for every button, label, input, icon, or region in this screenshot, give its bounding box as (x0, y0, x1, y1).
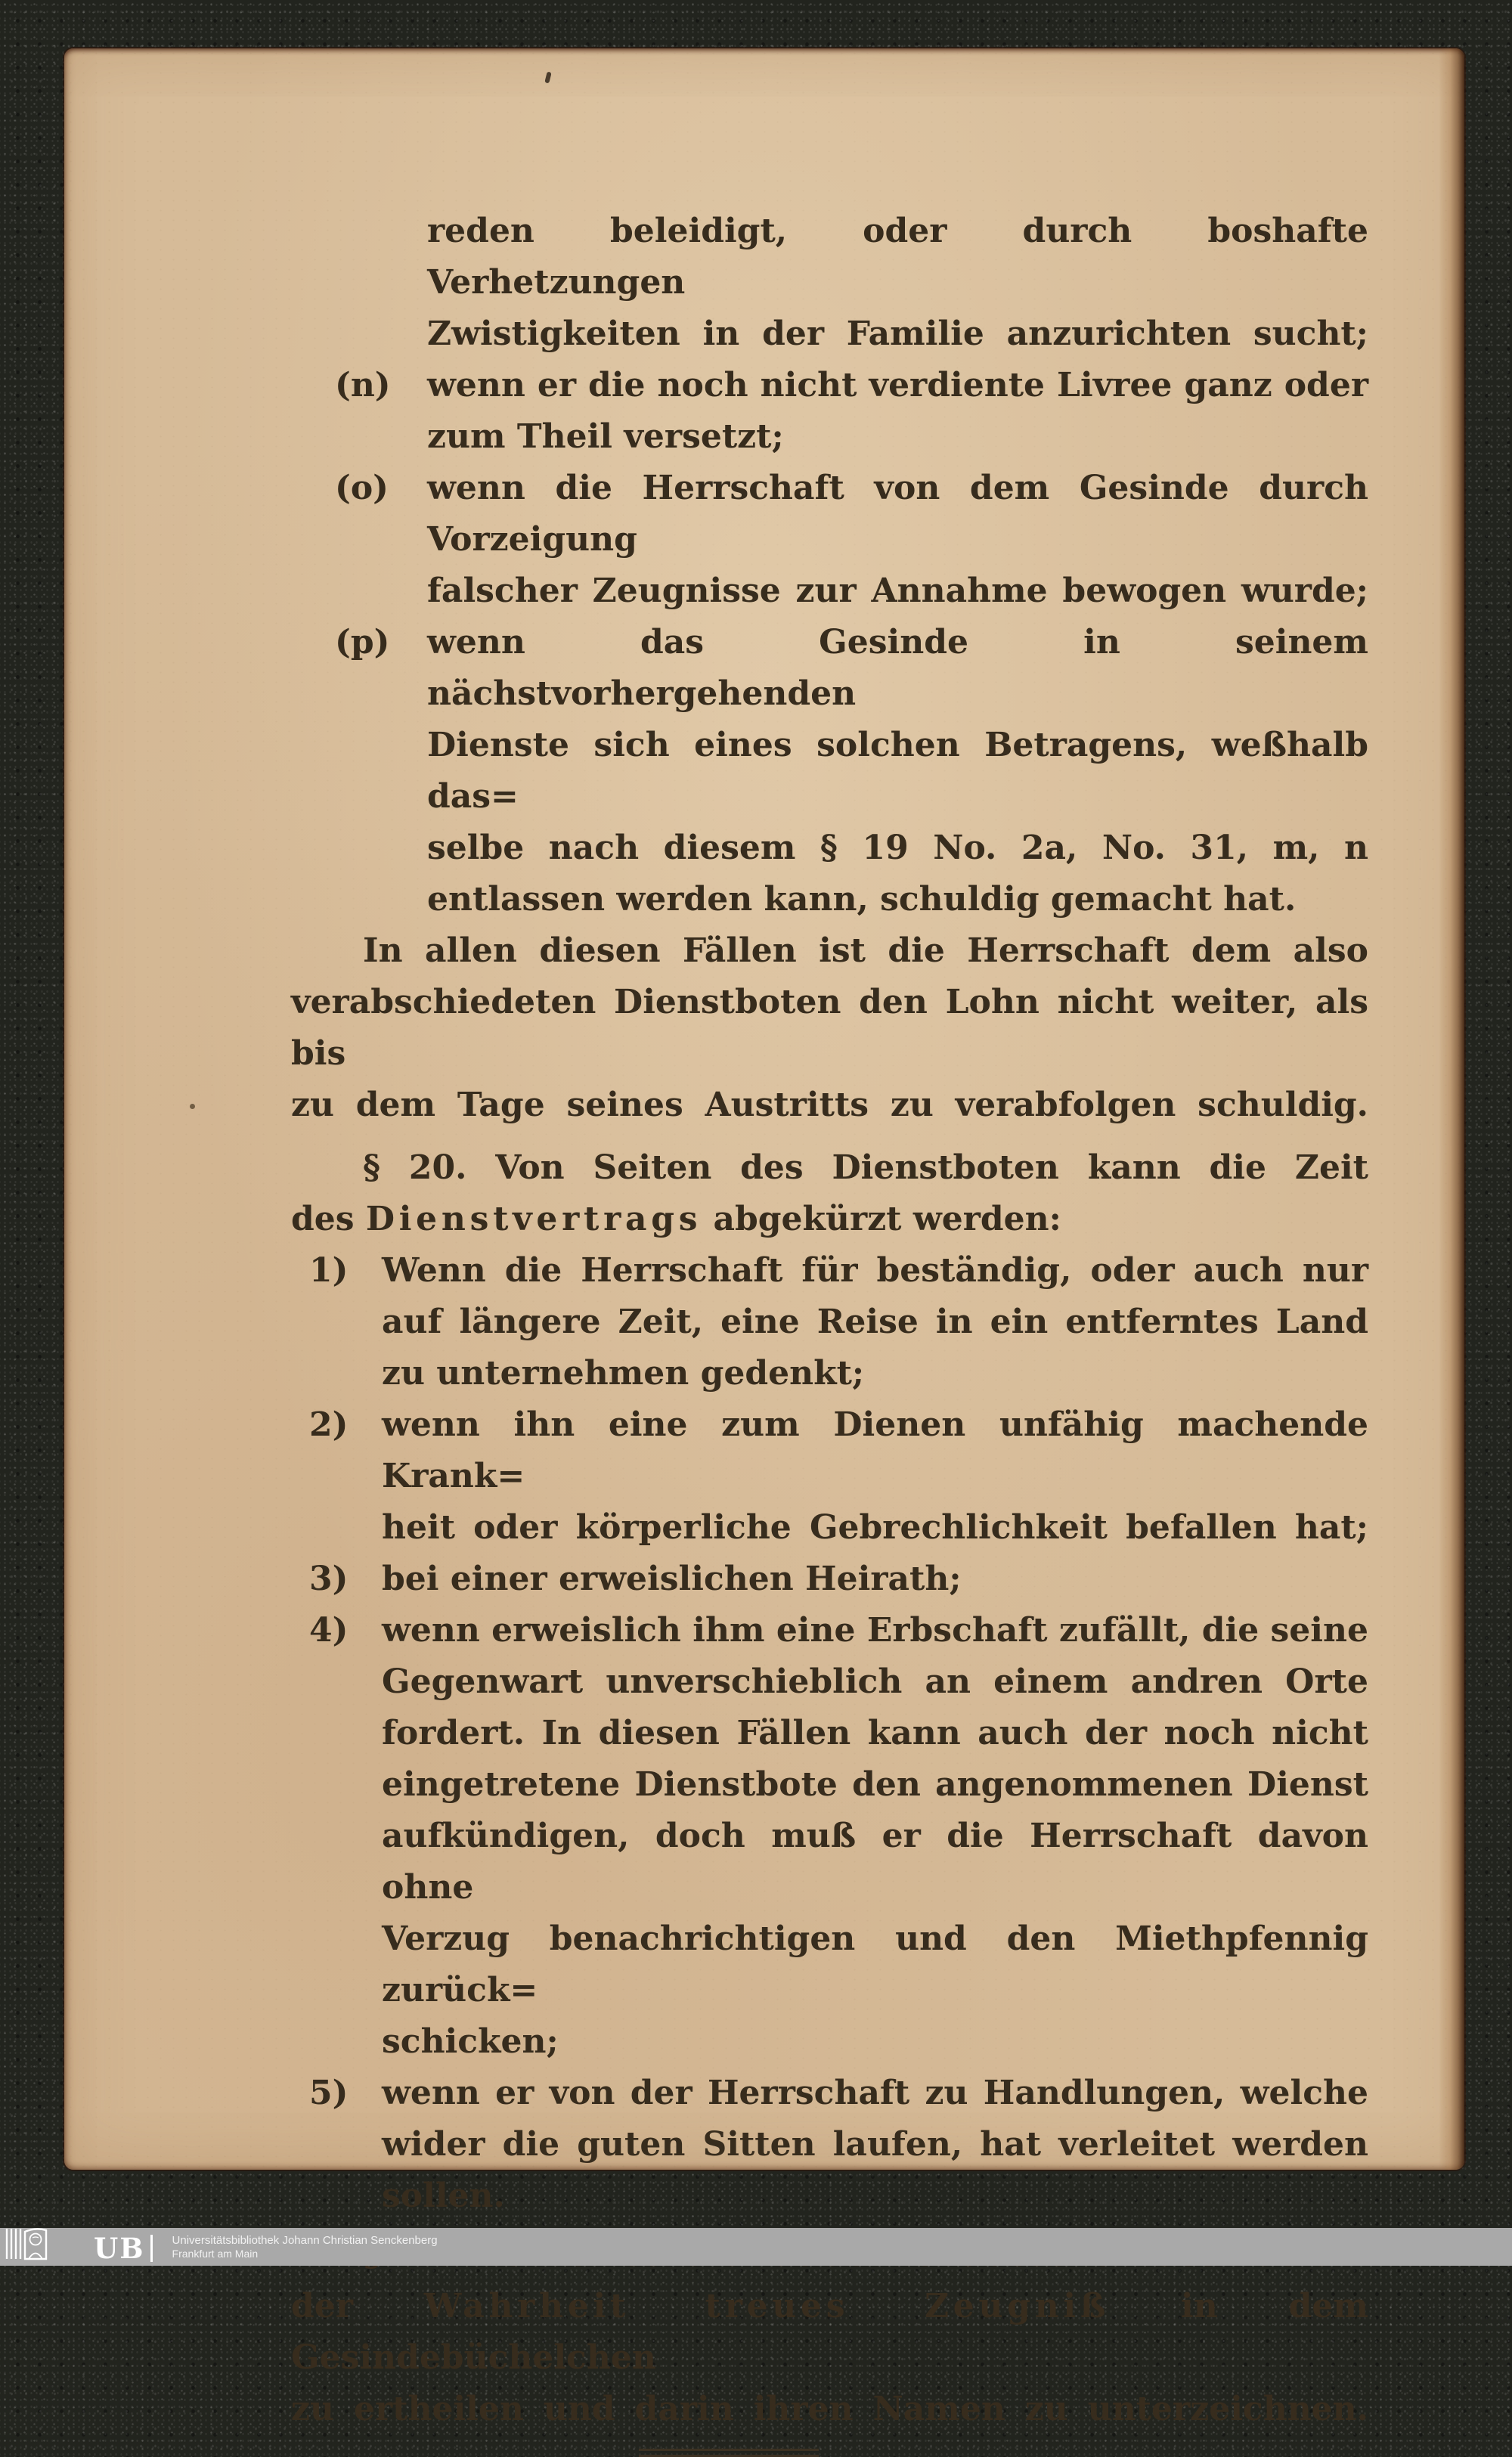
item-label: (o) (335, 469, 389, 507)
text-line: entlassen werden kann, schuldig gemacht hat. (427, 880, 1297, 919)
item-4 (291, 1605, 1368, 2068)
item-label: 3) (309, 1560, 349, 1598)
item-text (382, 1399, 1368, 1554)
ub-wordmark: UB (94, 2232, 145, 2265)
text-line: auf längere Zeit, eine Reise in ein entferntes Land (382, 1303, 1368, 1341)
item-label: (p) (335, 623, 390, 662)
ink-speck (544, 71, 551, 83)
page-text-block (291, 206, 1368, 2457)
text-line: falscher Zeugnisse zur Annahme bewogen wurde; (427, 572, 1368, 610)
book-pages-portrait-icon (4, 2226, 91, 2264)
item-n (291, 360, 1368, 463)
item-label: 5) (309, 2074, 349, 2112)
text-line: wenn die Herrschaft von dem Gesinde durch Vorzeigung (427, 469, 1368, 559)
text-line: wenn erweislich ihm eine Erbschaft zufällt, die seine (382, 1611, 1369, 1650)
text-line (291, 1194, 1368, 1245)
item-label: 1) (309, 1251, 349, 1290)
section-20-line2-spaced: Dienstvertrags (365, 1200, 702, 1238)
item-text (382, 1245, 1368, 1399)
logo-divider (150, 2235, 153, 2262)
section-22-line3: zu ertheilen und darin ihren Namen zu unterzeichnen. (291, 2390, 1368, 2428)
section-20 (291, 1142, 1368, 1245)
text-line: sollen. (382, 2177, 505, 2215)
text-line: wenn das Gesinde in seinem nächstvorhergehenden (427, 623, 1368, 713)
text-line (291, 2281, 1368, 2384)
item-label: (n) (335, 366, 391, 404)
text-line: wenn ihn eine zum Dienen unfähig machende Krank= (382, 1405, 1368, 1495)
paragraph-tail (427, 206, 1368, 360)
section-20-line1: § 20. Von Seiten des Dienstboten kann die Zeit (363, 1148, 1368, 1187)
text-line: In allen diesen Fällen ist die Herrschaft dem also (363, 931, 1368, 970)
text-line: fordert. In diesen Fällen kann auch der noch nicht (382, 1714, 1368, 1752)
text-line: Dienste sich eines solchen Betragens, weßhalb das= (427, 726, 1368, 816)
text-line: eingetretene Dienstbote den angenommenen Dienst (382, 1765, 1368, 1804)
item-text (427, 463, 1368, 617)
library-attribution (172, 2234, 438, 2260)
item-text (382, 1605, 1368, 2068)
text-line: reden beleidigt, oder durch boshafte Verhetzungen (427, 212, 1368, 302)
item-text (382, 2068, 1368, 2222)
library-name: Universitätsbibliothek Johann Christian Senckenberg (172, 2233, 438, 2247)
paragraph-in-allen (291, 925, 1368, 1131)
item-label: 2) (309, 1405, 349, 1444)
text-line: schicken; (382, 2022, 559, 2061)
footer-bar (0, 2228, 1512, 2266)
ub-logo (4, 2229, 172, 2264)
text-line (291, 1142, 1368, 1194)
text-line: heit oder körperliche Gebrechlichkeit befallen hat; (382, 1508, 1368, 1547)
text-line: Zwistigkeiten in der Familie anzurichten sucht; (427, 314, 1368, 353)
text-line: Gegenwart unverschieblich an einem andren Orte (382, 1662, 1368, 1701)
text-line: wenn er die noch nicht verdiente Livree ganz oder (427, 366, 1368, 404)
text-line: wenn er von der Herrschaft zu Handlungen, welche (382, 2074, 1368, 2112)
item-label: 4) (309, 1611, 349, 1650)
item-1 (291, 1245, 1368, 1399)
section-22-line2-post: in dem Gesindebüchelchen (291, 2287, 1368, 2377)
text-line: Wenn die Herrschaft für beständig, oder auch nur (382, 1251, 1368, 1290)
text-line: bei einer erweislichen Heirath; (382, 1560, 962, 1598)
section-end-rule (639, 2449, 819, 2457)
library-city: Frankfurt am Main (172, 2247, 259, 2260)
section-20-line2-post: abgekürzt werden: (702, 1200, 1061, 1238)
text-line: aufkündigen, doch muß er die Herrschaft davon ohne (382, 1817, 1368, 1907)
text-line: selbe nach diesem § 19 No. 2a, No. 31, m, n (427, 829, 1368, 867)
stray-ink-dot (190, 1104, 195, 1109)
item-5 (291, 2068, 1368, 2222)
item-p (291, 617, 1368, 925)
text-line: zum Theil versetzt; (427, 417, 784, 456)
item-text (382, 1554, 1368, 1605)
text-line: Verzug benachrichtigen und den Miethpfennig zurück= (382, 1919, 1368, 2009)
item-3 (291, 1554, 1368, 1605)
item-text (427, 360, 1368, 463)
text-line: wider die guten Sitten laufen, hat verleitet werden (382, 2125, 1368, 2164)
section-20-line2-pre: des (291, 1200, 366, 1238)
text-line: zu dem Tage seines Austritts zu verabfolgen schuldig. (291, 1086, 1368, 1124)
item-2 (291, 1399, 1368, 1554)
item-text (427, 617, 1368, 925)
section-22-line2-pre: der (291, 2287, 424, 2325)
page-right-edge-shadow (1439, 48, 1464, 2170)
text-line (291, 2384, 1368, 2435)
item-o (291, 463, 1368, 617)
text-line: verabschiedeten Dienstboten den Lohn nicht weiter, als bis (291, 983, 1368, 1073)
text-line: zu unternehmen gedenkt; (382, 1354, 865, 1393)
section-22-line2-spaced: Wahrheit treues Zeugniß (423, 2287, 1110, 2325)
